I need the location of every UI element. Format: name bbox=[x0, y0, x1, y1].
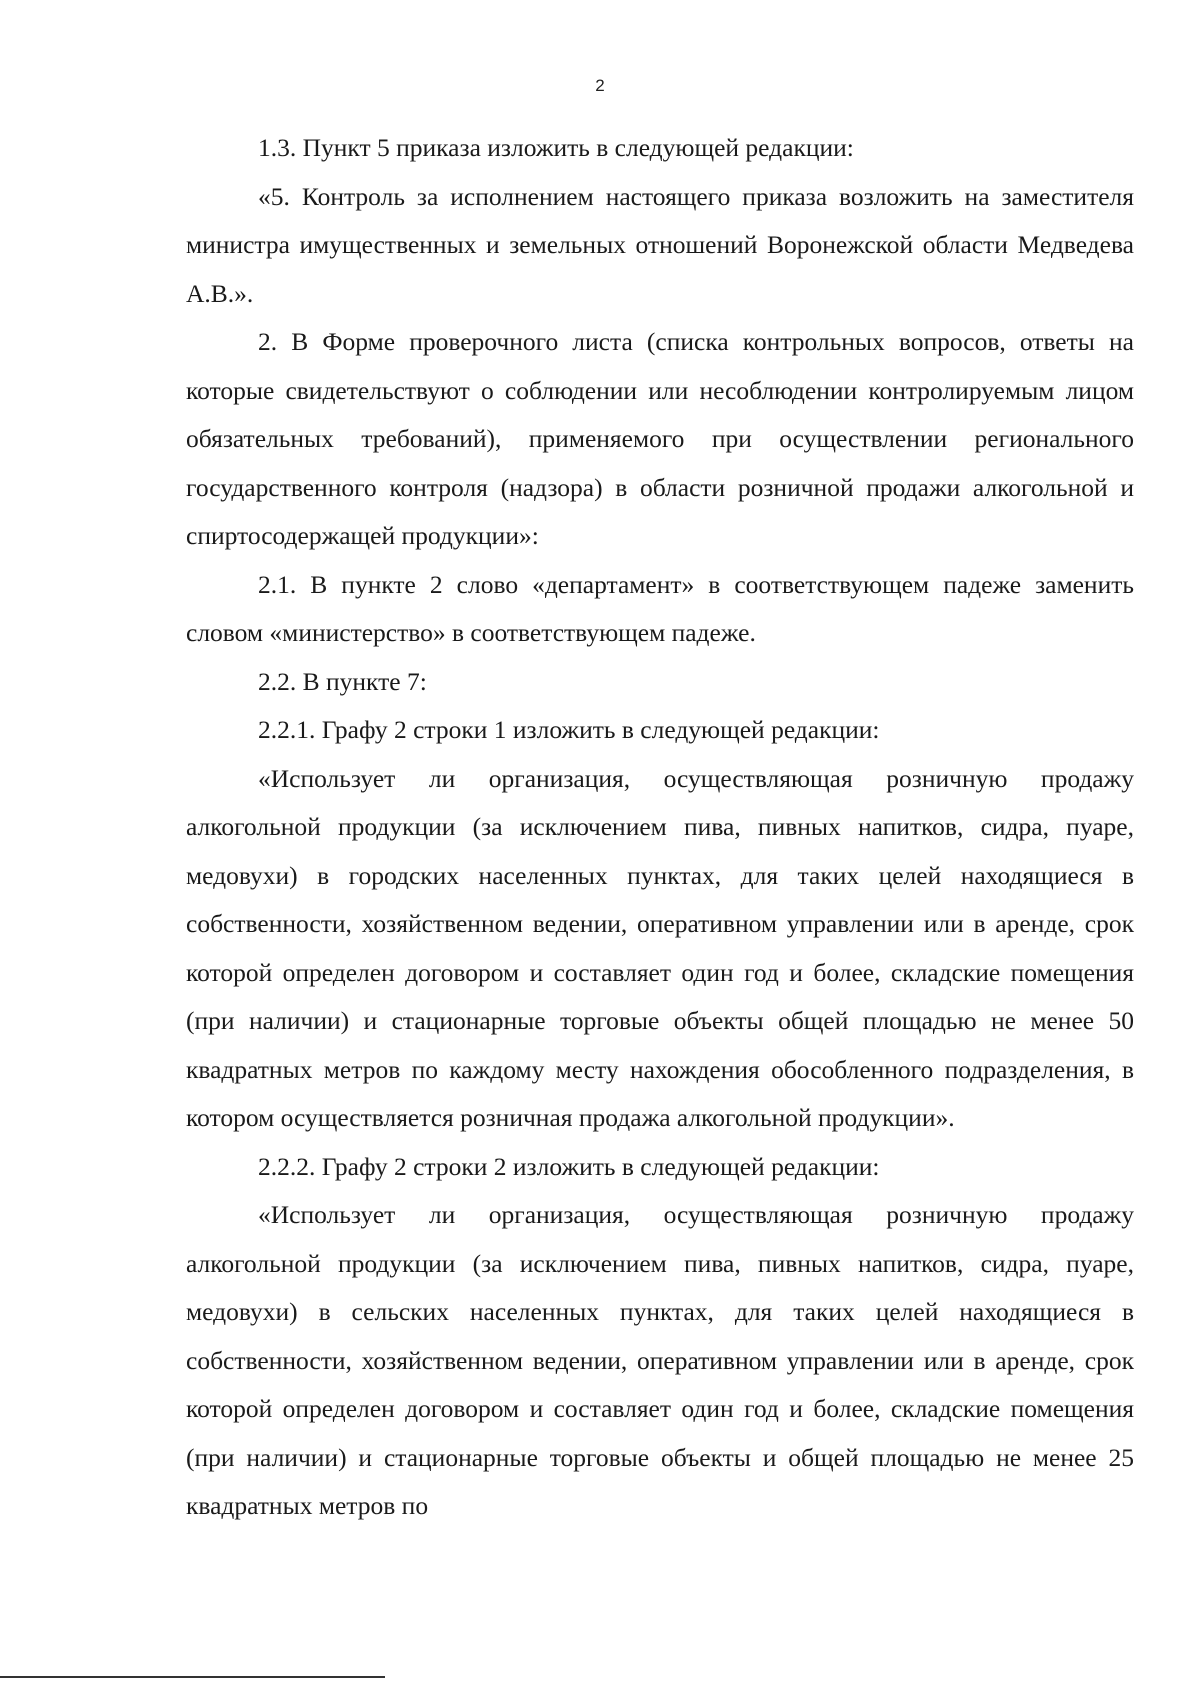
page-number: 2 bbox=[595, 76, 605, 95]
paragraph-2-2: 2.2. В пункте 7: bbox=[258, 666, 427, 696]
paragraph-quote-row-2: «Использует ли организация, осуществляющая розничную продажу алкогольной продукции (за исключением пива, пивных напитков, сидра, пуаре, медовухи) в сельских населенных пунктах, для таких целей находящиеся в собственности, хозяйственном ведении, оперативном управлении или в аренде, срок которой определен договором и составляет один год и более, складские помещения (при наличии) и стационарные торговые объекты и общей площадью не менее 25 квадратных метров по bbox=[186, 1200, 1134, 1520]
paragraph-quote-5: «5. Контроль за исполнением настоящего приказа возложить на заместителя министра имущественных и земельных отношений Воронежской области Медведева А.В.». bbox=[186, 181, 1134, 308]
paragraph-quote-row-1: «Использует ли организация, осуществляющая розничную продажу алкогольной продукции (за исключением пива, пивных напитков, сидра, пуаре, медовухи) в городских населенных пунктах, для таких целей находящиеся в собственности, хозяйственном ведении, оперативном управлении или в аренде, срок которой определен договором и составляет один год и более, складские помещения (при наличии) и стационарные торговые объекты общей площадью не менее 50 квадратных метров по каждому месту нахождения обособленного подразделения, в котором осуществляется розничная продажа алкогольной продукции». bbox=[186, 763, 1134, 1132]
paragraph-2-1: 2.1. В пункте 2 слово «департамент» в соответствующем падеже заменить словом «министерство» в соответствующем падеже. bbox=[186, 569, 1134, 647]
body-text bbox=[186, 124, 1134, 1531]
paragraph-1-3: 1.3. Пункт 5 приказа изложить в следующей редакции: bbox=[258, 133, 854, 162]
paragraph-2: 2. В Форме проверочного листа (списка контрольных вопросов, ответы на которые свидетельствуют о соблюдении или несоблюдении контролируемым лицом обязательных требований), применяемого при осуществлении регионального государственного контроля (надзора) в области розничной продажи алкогольной и спиртосодержащей продукции»: bbox=[186, 327, 1134, 550]
paragraph-2-2-1: 2.2.1. Графу 2 строки 1 изложить в следующей редакции: bbox=[258, 715, 880, 744]
paragraph-2-2-2: 2.2.2. Графу 2 строки 2 изложить в следующей редакции: bbox=[258, 1151, 880, 1181]
footnote-separator-line bbox=[0, 1676, 385, 1678]
